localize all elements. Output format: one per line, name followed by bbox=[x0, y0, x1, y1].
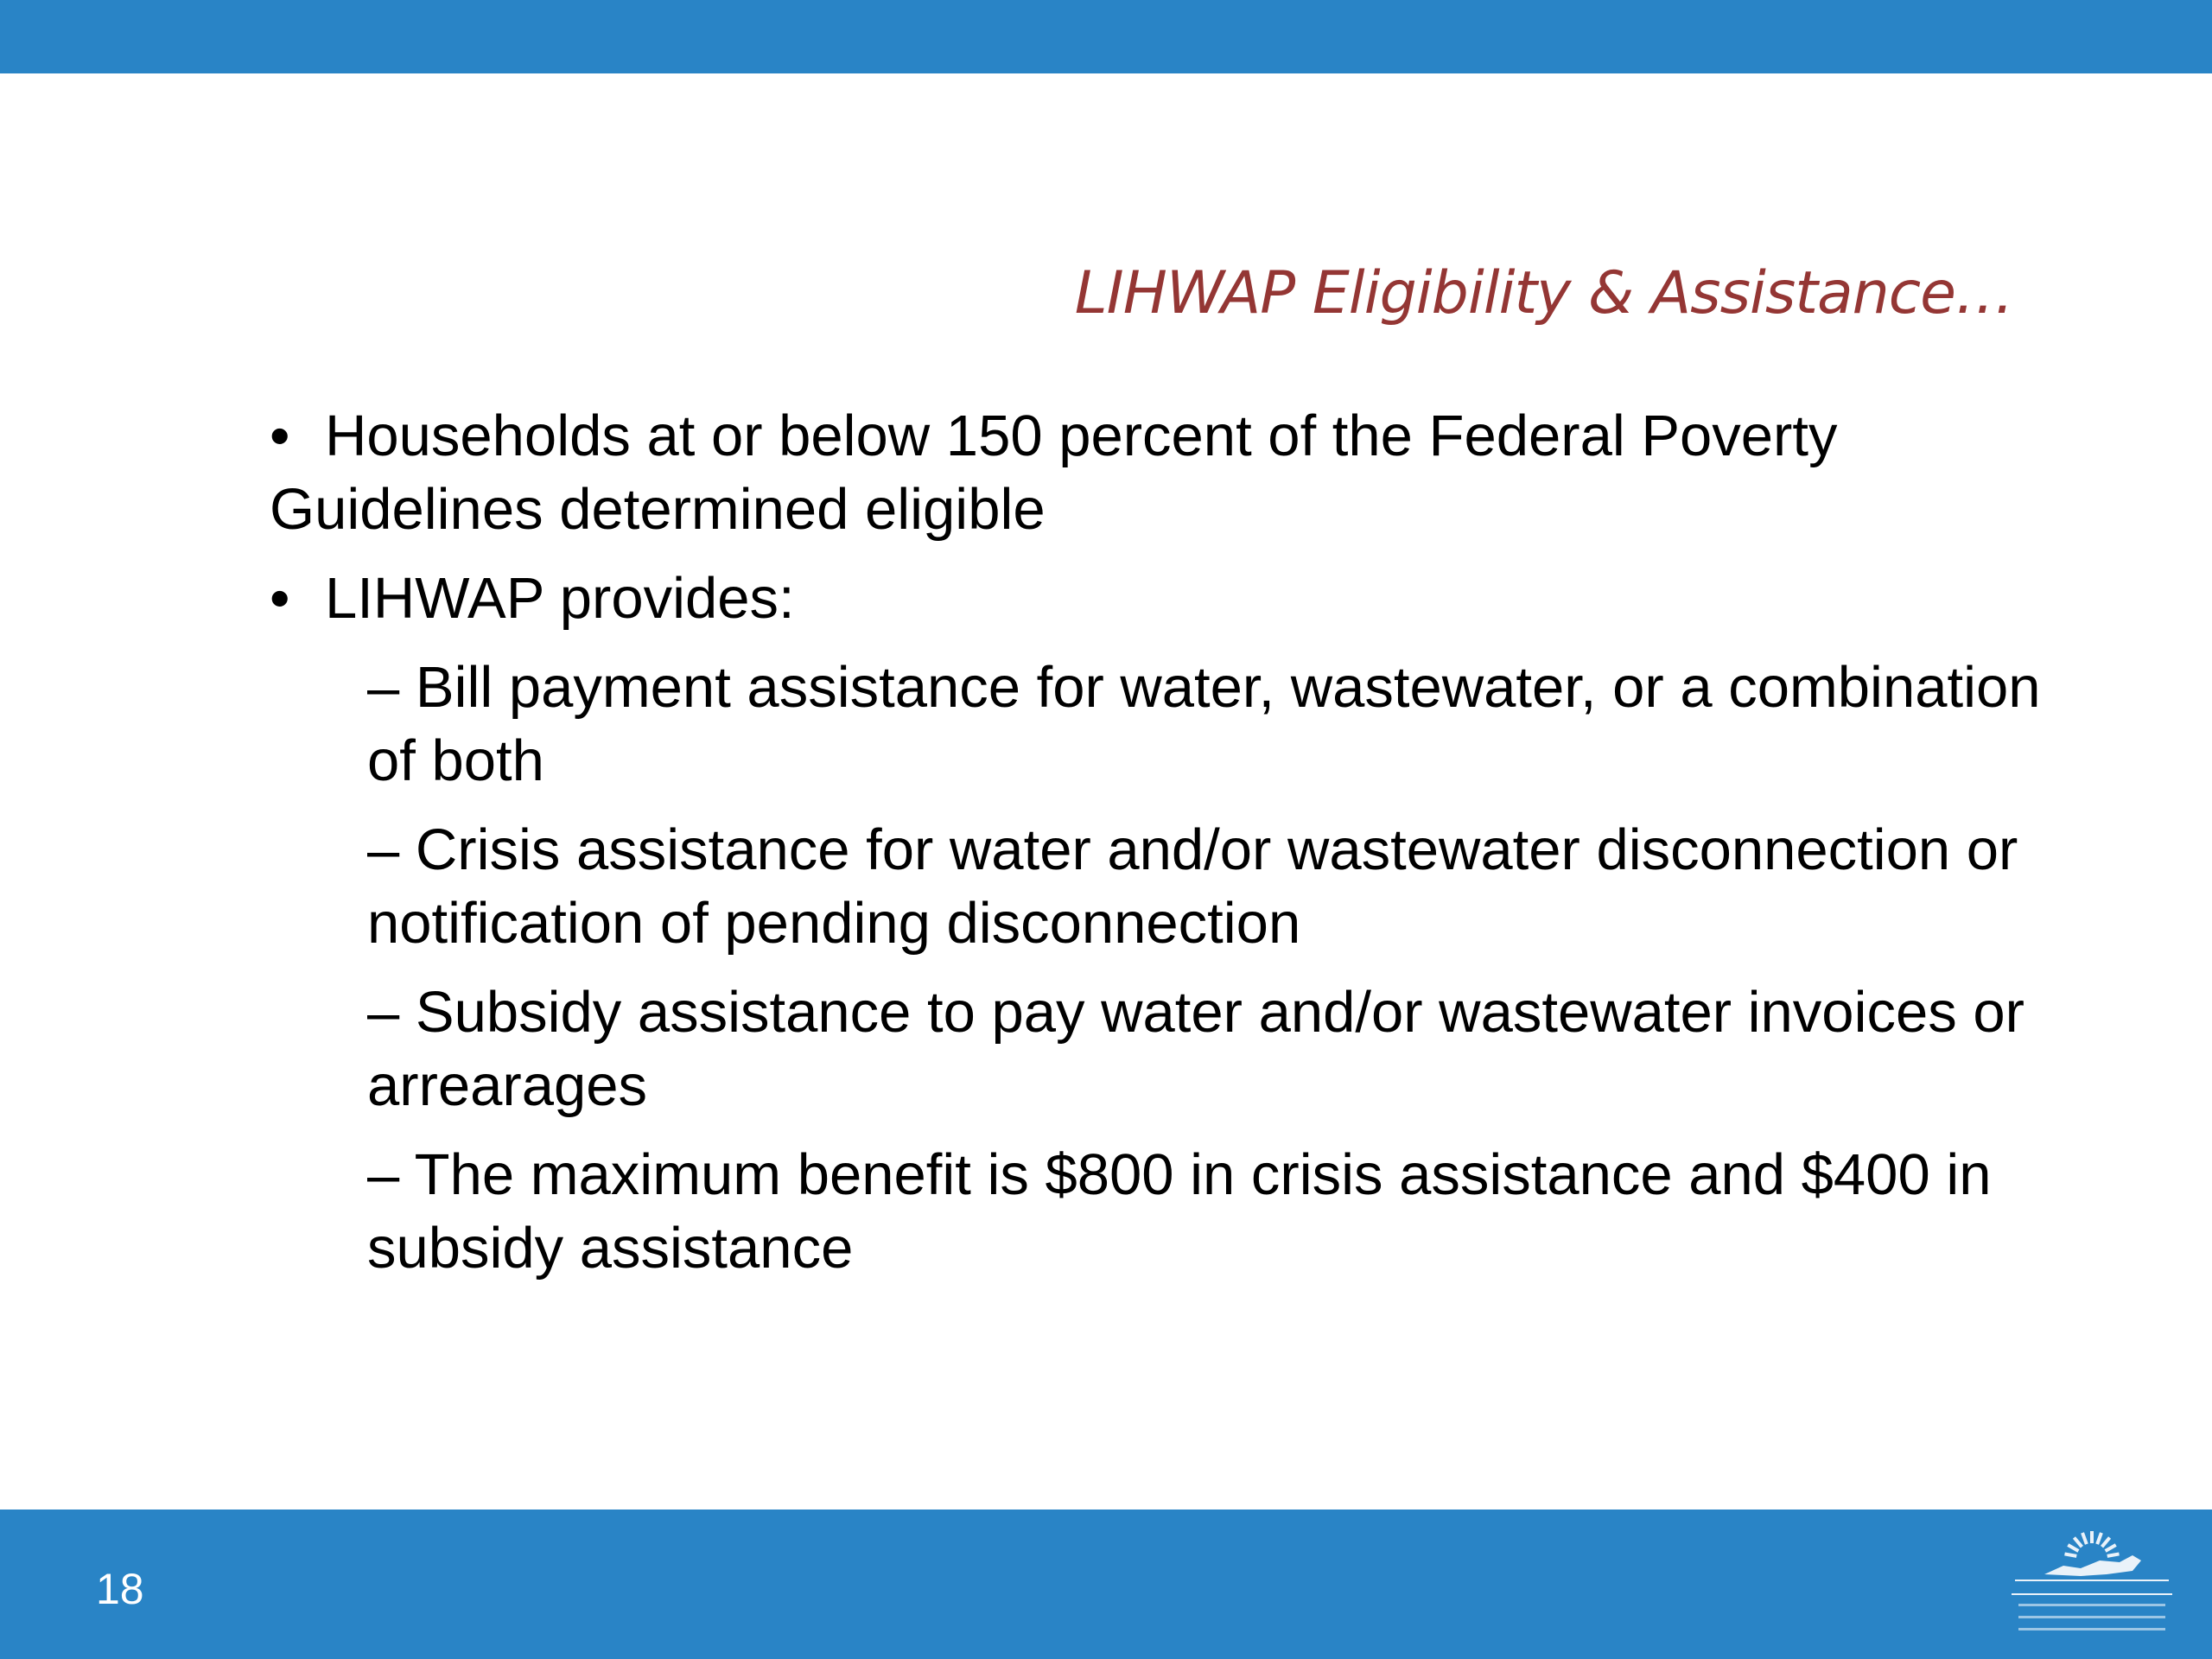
sub-bullet-item: – The maximum benefit is $800 in crisis assistance and $400 in subsidy assistance bbox=[367, 1142, 1992, 1281]
bullet-item bbox=[270, 399, 2084, 546]
bullet-dot-icon: • bbox=[270, 566, 290, 631]
sub-bullet-item: – Bill payment assistance for water, wastewater, or a combination of both bbox=[367, 655, 2041, 793]
kentucky-state-logo-icon bbox=[2003, 1521, 2181, 1647]
bullet-text: LIHWAP provides: bbox=[325, 566, 795, 631]
slide-title: LIHWAP Eligibility & Assistance… bbox=[1074, 259, 2013, 327]
sub-bullet-item: – Subsidy assistance to pay water and/or wastewater invoices or arrearages bbox=[367, 980, 2024, 1118]
top-banner bbox=[0, 0, 2212, 73]
page-number: 18 bbox=[96, 1565, 144, 1613]
bottom-banner bbox=[0, 1510, 2212, 1659]
slide-content bbox=[270, 399, 2084, 1300]
bullet-item bbox=[270, 562, 2084, 635]
bullet-dot-icon: • bbox=[270, 404, 290, 468]
bullet-text: Households at or below 150 percent of the Federal Poverty Guidelines determined eligible bbox=[270, 404, 1838, 542]
sub-bullet-list bbox=[270, 651, 2084, 1285]
sub-bullet-item: – Crisis assistance for water and/or wastewater disconnection or notification of pending disconnection bbox=[367, 817, 2018, 956]
